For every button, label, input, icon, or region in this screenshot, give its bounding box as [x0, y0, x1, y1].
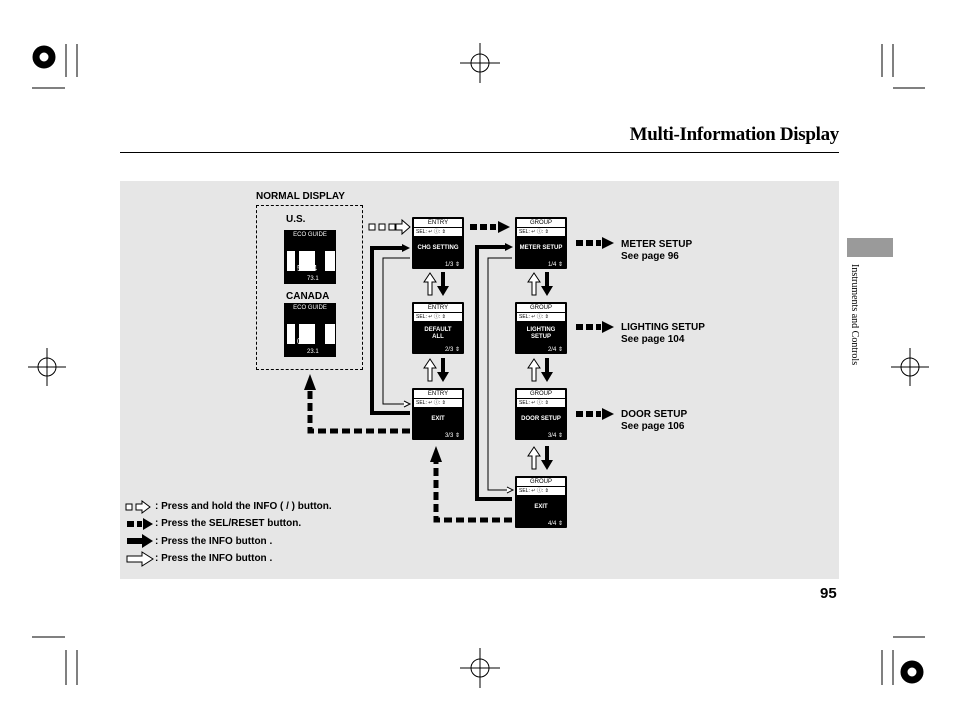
- eco-sub-value: 73.1: [307, 276, 319, 282]
- black-solid-arrow-icon: [127, 534, 153, 548]
- screen-body: CHG SETTING: [417, 245, 459, 251]
- eco-value: 525.4: [297, 264, 318, 273]
- canada-label: CANADA: [286, 291, 330, 302]
- screen-sel-row: SEL: ↵ ⓘ: ⇕: [414, 313, 462, 321]
- screen-sel-row: SEL: ↵ ⓘ: ⇕: [517, 228, 565, 236]
- hollow-solid-arrow-icon: [127, 552, 153, 566]
- us-label: U.S.: [286, 214, 306, 225]
- side-tab-label: Instruments and Controls: [849, 264, 860, 366]
- screen-page: 2/3 ⇕: [444, 347, 460, 353]
- normal-display-heading: NORMAL DISPLAY: [256, 191, 345, 202]
- screen-header: GROUP: [517, 390, 565, 398]
- screen-header: GROUP: [517, 219, 565, 227]
- screen-sel-row: SEL: ↵ ⓘ: ⇕: [517, 487, 565, 495]
- target-door-setup-ref: See page 106: [621, 421, 685, 432]
- screen-body: DEFAULT ALL: [424, 326, 452, 340]
- hollow-dashed-arrow-icon: [126, 501, 150, 513]
- screen-header: GROUP: [517, 478, 565, 486]
- target-meter-setup: METER SETUP: [621, 239, 693, 250]
- screen-body: DOOR SETUP: [521, 416, 561, 422]
- legend-info-down: : Press the INFO button .: [155, 536, 273, 547]
- screen-body: LIGHTING SETUP: [526, 326, 556, 340]
- legend-hold-info: : Press and hold the INFO ( / ) button.: [155, 501, 332, 512]
- target-lighting-setup-ref: See page 104: [621, 334, 685, 345]
- eco-sub-value: 23.1: [307, 349, 319, 355]
- page-title: Multi-Information Display: [629, 124, 839, 145]
- screen-body: EXIT: [431, 416, 445, 422]
- page-number: 95: [820, 585, 837, 602]
- eco-title: ECO GUIDE: [285, 231, 335, 239]
- screen-sel-row: SEL: ↵ ⓘ: ⇕: [414, 399, 462, 407]
- screen-header: ENTRY: [414, 390, 462, 398]
- eco-title: ECO GUIDE: [285, 304, 335, 312]
- screen-page: 1/3 ⇕: [444, 262, 460, 268]
- eco-small-label: B: [289, 340, 293, 346]
- screen-sel-row: SEL: ↵ ⓘ: ⇕: [414, 228, 462, 236]
- eco-value: 0.0: [297, 337, 309, 346]
- screen-page: 4/4 ⇕: [547, 521, 563, 527]
- screen-sel-row: SEL: ↵ ⓘ: ⇕: [517, 313, 565, 321]
- screen-page: 3/3 ⇕: [444, 433, 460, 439]
- legend-sel-reset: : Press the SEL/RESET button.: [155, 518, 302, 529]
- black-dashed-arrow-icon: [127, 518, 153, 530]
- screen-sel-row: SEL: ↵ ⓘ: ⇕: [517, 399, 565, 407]
- target-lighting-setup: LIGHTING SETUP: [621, 322, 705, 333]
- eco-small-label: A: [289, 267, 293, 273]
- target-door-setup: DOOR SETUP: [621, 409, 688, 420]
- target-meter-setup-ref: See page 96: [621, 251, 679, 262]
- screen-page: 2/4 ⇕: [547, 347, 563, 353]
- screen-header: ENTRY: [414, 304, 462, 312]
- screen-body: METER SETUP: [519, 245, 563, 251]
- screen-body: EXIT: [534, 504, 548, 510]
- screen-header: GROUP: [517, 304, 565, 312]
- screen-page: 3/4 ⇕: [547, 433, 563, 439]
- legend-info-up: : Press the INFO button .: [155, 553, 273, 564]
- screen-page: 1/4 ⇕: [547, 262, 563, 268]
- screen-header: ENTRY: [414, 219, 462, 227]
